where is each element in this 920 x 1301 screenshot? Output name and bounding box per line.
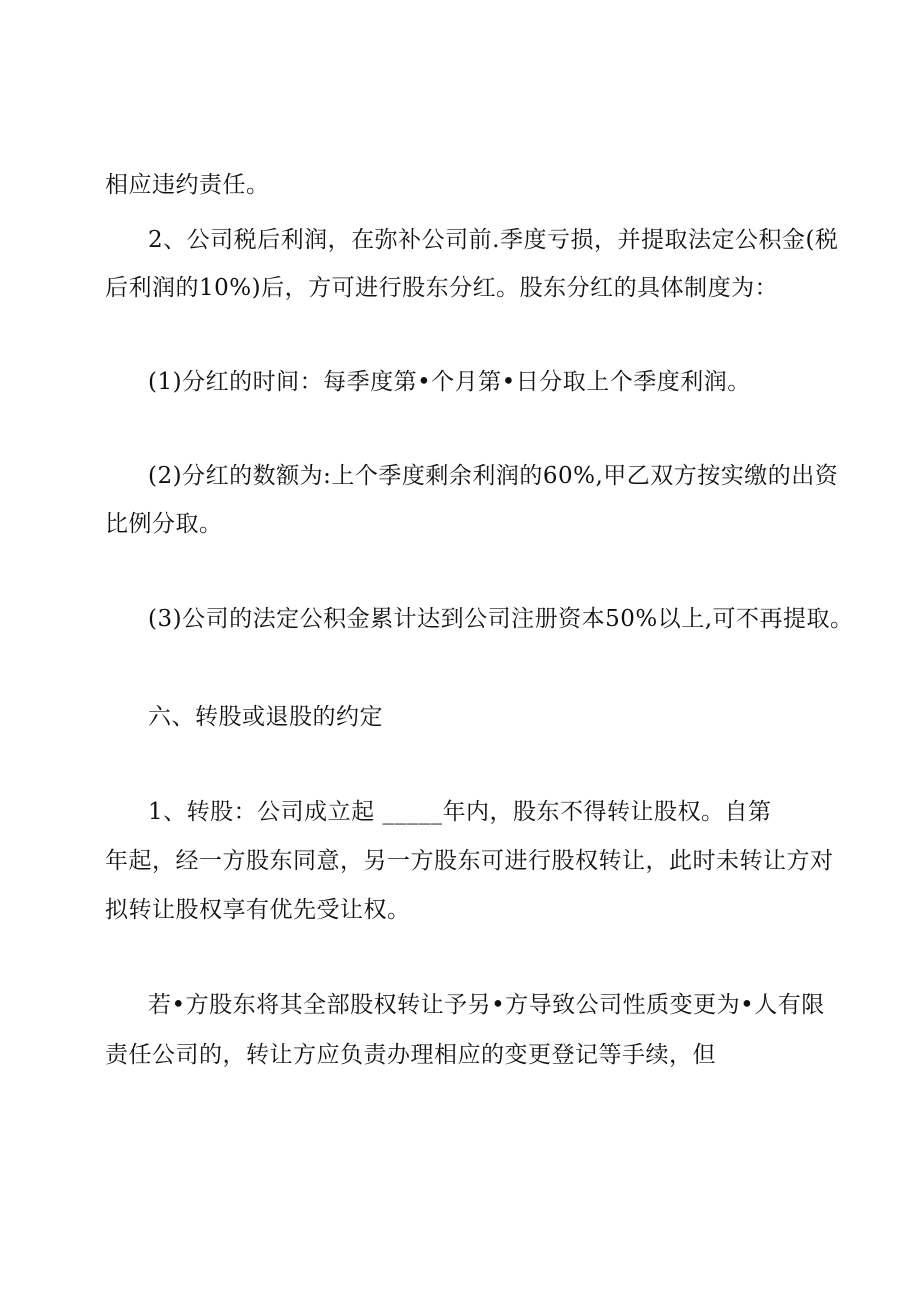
paragraph-line: 2、公司税后利润，在弥补公司前.季度亏损，并提取法定公积金(税 (148, 227, 839, 253)
paragraph-line: 责任公司的，转让方应负责办理相应的变更登记等手续，但 (105, 1042, 716, 1068)
paragraph-line: 拟转让股权享有优先受让权。 (105, 897, 411, 923)
list-item: (3)公司的法定公积金累计达到公司注册资本50%以上,可不再提取。 (148, 606, 854, 632)
paragraph-line: 若•方股东将其全部股权转让予另•方导致公司性质变更为•人有限 (148, 992, 825, 1018)
list-item: (1)分红的时间：每季度第•个月第•日分取上个季度利润。 (148, 369, 751, 395)
paragraph-line: 年起，经一方股东同意，另一方股东可进行股权转让，此时未转让方对 (105, 848, 834, 874)
paragraph-line: 1、转股：公司成立起 _____年内，股东不得转让股权。自第 (148, 799, 772, 825)
paragraph-line: 比例分取。 (105, 511, 223, 537)
paragraph-line: 相应违约责任。 (105, 172, 270, 198)
list-item: (2)分红的数额为:上个季度剩余利润的60%,甲乙双方按实缴的出资 (148, 463, 839, 489)
paragraph-line: 后利润的10%)后，方可进行股东分红。股东分红的具体制度为： (105, 275, 779, 301)
section-heading: 六、转股或退股的约定 (148, 704, 383, 730)
